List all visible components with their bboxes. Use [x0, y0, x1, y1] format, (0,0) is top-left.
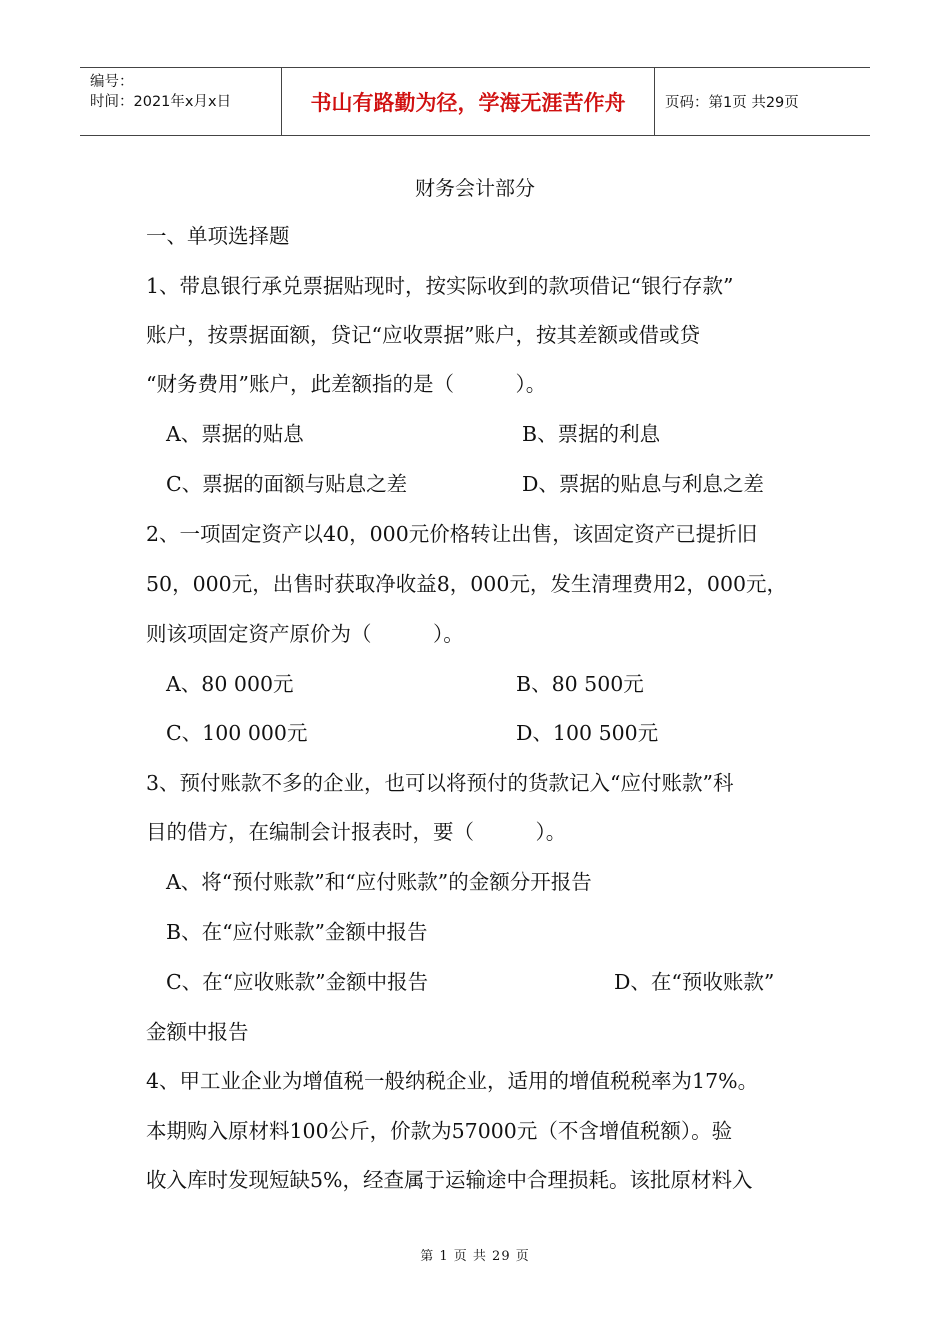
q2-option-d: D、100 500元 [516, 721, 659, 745]
q2-line2: 50，000元，出售时获取净收益8，000元，发生清理费用2，000元， [146, 572, 788, 596]
header-motto-cell [282, 68, 655, 135]
page-header [80, 67, 870, 136]
page-footer: 第 1 页 共 29 页 [420, 1249, 530, 1264]
q1-option-d: D、票据的贴息与利息之差 [522, 472, 764, 496]
q1-line1: 1、带息银行承兑票据贴现时，按实际收到的款项借记“银行存款” [146, 274, 734, 298]
header-motto: 书山有路勤为径，学海无涯苦作舟 [310, 90, 626, 115]
q3-option-d: D、在“预收账款” [614, 970, 775, 994]
q1-option-a: A、票据的贴息 [166, 422, 304, 446]
q2-option-c: C、100 000元 [166, 721, 308, 745]
q2-line1: 2、一项固定资产以40，000元价格转让出售，该固定资产已提折旧 [146, 522, 758, 546]
q4-line1: 4、甲工业企业为增值税一般纳税企业，适用的增值税税率为17%。 [146, 1069, 759, 1093]
q1-line3: “财务费用”账户，此差额指的是（ ）。 [146, 372, 547, 396]
section-heading: 一、单项选择题 [146, 224, 290, 248]
q3-option-c: C、在“应收账款”金额中报告 [166, 970, 429, 994]
q3-line1: 3、预付账款不多的企业，也可以将预付的货款记入“应付账款”科 [146, 771, 734, 795]
q3-option-b: B、在“应付账款”金额中报告 [166, 920, 428, 944]
q2-line3: 则该项固定资产原价为（ ）。 [146, 622, 464, 646]
q1-line2: 账户，按票据面额，贷记“应收票据”账户，按其差额或借或贷 [146, 323, 700, 347]
q2-option-a: A、80 000元 [166, 672, 294, 696]
q1-option-b: B、票据的利息 [522, 422, 661, 446]
q1-option-c: C、票据的面额与贴息之差 [166, 472, 408, 496]
q4-line3: 收入库时发现短缺5%，经查属于运输途中合理损耗。该批原材料入 [146, 1168, 753, 1192]
q3-line2: 目的借方，在编制会计报表时，要（ ）。 [146, 820, 567, 844]
q3-option-a: A、将“预付账款”和“应付账款”的金额分开报告 [166, 870, 592, 894]
header-meta [80, 68, 282, 135]
q3-option-d-continued: 金额中报告 [146, 1020, 249, 1044]
document-title: 财务会计部分 [415, 176, 535, 200]
q2-option-b: B、80 500元 [516, 672, 644, 696]
q4-line2: 本期购入原材料100公斤，价款为57000元（不含增值税额）。验 [146, 1119, 733, 1143]
time-label: 时间：2021年x月x日 [90, 94, 232, 110]
number-label: 编号： [90, 74, 134, 90]
page-info-text: 页码：第1页 共29页 [665, 95, 799, 111]
header-page-info [655, 68, 870, 135]
